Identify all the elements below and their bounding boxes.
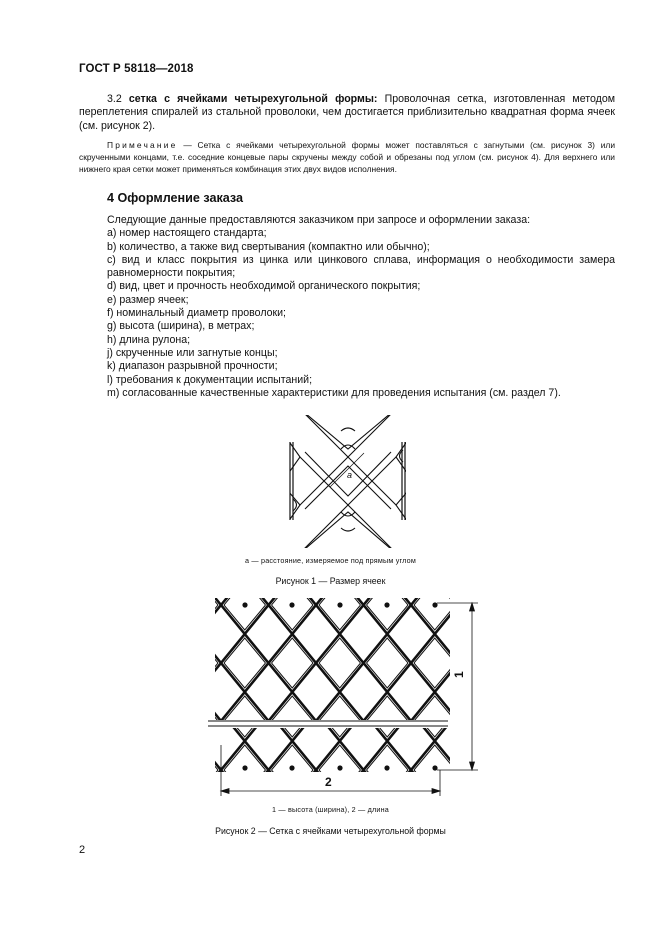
list-item: k) диапазон разрывной прочности;	[107, 360, 278, 373]
page-number: 2	[79, 844, 86, 856]
note-text: — Сетка с ячейками четырехугольной формы может поставляться с загнутыми (см. рисунок 3) или скрученными концами, т.е. соседние концевые пары скручены между собой и обрезаны под углом (см. рисунок 4). Для верхнего или нижнего края сетки может применяться комбинация этих двух видов исполнения.	[79, 140, 615, 174]
list-item: m) согласованные качественные характеристики для проведения испытания (см. раздел 7).	[107, 386, 561, 399]
list-item: a) номер настоящего стандарта;	[107, 227, 267, 240]
dimension-length-label: 2	[325, 775, 332, 789]
list-item: l) требования к документации испытаний;	[107, 373, 313, 386]
figure-2-caption: Рисунок 2 — Сетка с ячейками четырехугольной формы	[215, 826, 446, 836]
list-item: c) вид и класс покрытия из цинка или цинкового сплава, информация о необходимости замера равномерности покрытия;	[107, 253, 615, 280]
note-label: Примечание	[107, 140, 178, 150]
figure-1-caption: Рисунок 1 — Размер ячеек	[275, 576, 386, 586]
list-intro: Следующие данные предоставляются заказчиком при запросе и оформлении заказа:	[107, 214, 531, 226]
dimension-height-label: 1	[452, 671, 466, 678]
standard-header: ГОСТ Р 58118—2018	[79, 63, 194, 75]
list-item: e) размер ячеек;	[107, 293, 189, 306]
list-item: f) номинальный диаметр проволоки;	[107, 307, 287, 320]
list-item: h) длина рулона;	[107, 333, 191, 346]
figure-1-mark-a: a	[347, 470, 353, 480]
mesh-lower-section	[215, 728, 450, 772]
section-4-title: 4 Оформление заказа	[107, 191, 244, 205]
list-item: g) высота (ширина), в метрах;	[107, 320, 255, 333]
figure-2-legend: 1 — высота (ширина), 2 — длина	[272, 805, 389, 814]
clause-term: сетка с ячейками четырехугольной формы:	[128, 93, 378, 105]
list-item: b) количество, а также вид свертывания (компактно или обычно);	[107, 240, 430, 253]
mesh-upper-section	[215, 598, 450, 720]
clause-definition: Проволочная сетка, изготовленная методом переплетения спиралей из стальной проволоки, чем достигается приблизительно квадратная форма ячеек (см. рисунок 2).	[79, 93, 615, 132]
figure-1-legend: a — расстояние, измеряемое под прямым углом	[245, 556, 416, 565]
clause-number: 3.2	[107, 93, 122, 105]
list-item: d) вид, цвет и прочность необходимой органического покрытия;	[107, 280, 421, 293]
list-item: j) скрученные или загнутые концы;	[107, 346, 278, 359]
